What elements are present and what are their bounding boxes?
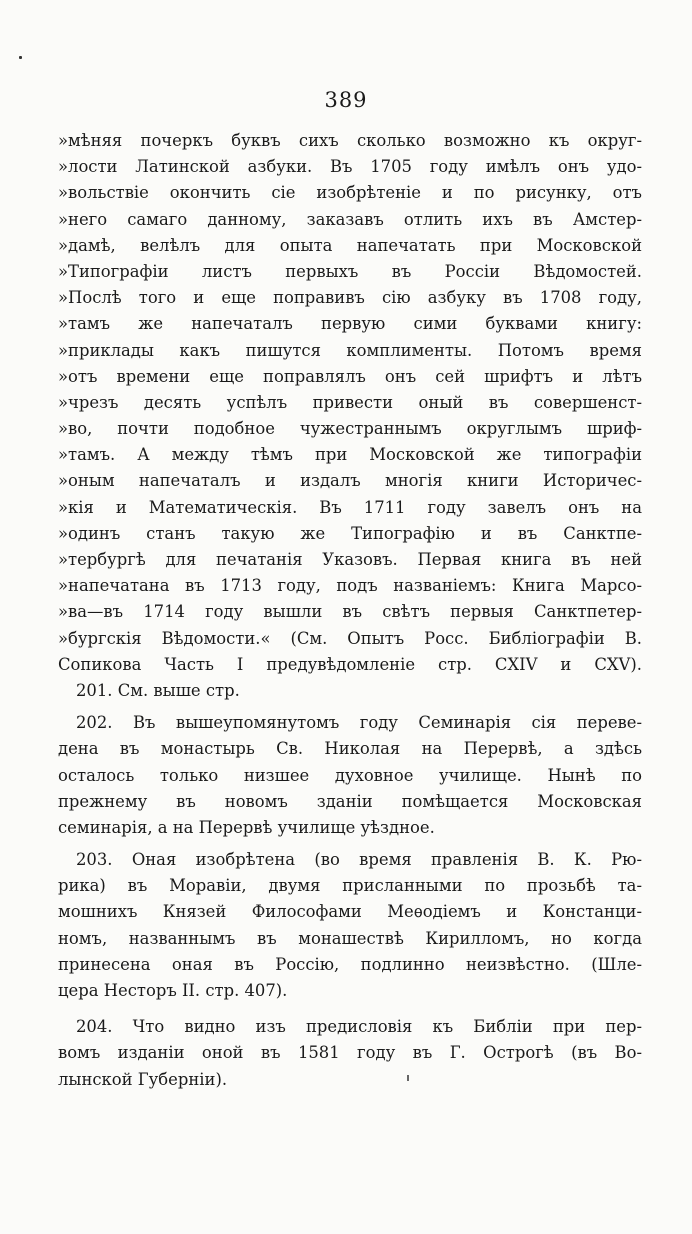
text-line: »кія и Математическія. Въ 1711 году завелъ онъ на xyxy=(58,497,642,517)
text-line: »отъ времени еще поправлялъ онъ сей шрифтъ и лѣтъ xyxy=(58,366,642,386)
text-line: цера Несторъ II. стр. 407). xyxy=(58,981,288,1000)
text-line: лынской Губерніи). xyxy=(58,1069,228,1089)
text-line: »Типографіи листъ первыхъ въ Россіи Вѣдомостей. xyxy=(58,261,642,281)
footnote-204: 204. Что видно изъ предисловія къ Библіи при пер- xyxy=(76,1017,642,1037)
margin-mark xyxy=(19,56,22,59)
footnote-203: 203. Оная изобрѣтена (во время правленія В. К. Рю- xyxy=(76,850,642,870)
footnote-201: 201. См. выше стр. xyxy=(76,680,240,700)
text-line: »одинъ станъ такую же Типографію и въ Санктпе- xyxy=(58,523,642,543)
text-line: »чрезъ десять успѣлъ привести оный въ совершенст- xyxy=(58,392,642,412)
page-text xyxy=(58,128,642,1093)
text-line: »мѣняя почеркъ буквъ сихъ сколько возможно къ округ- xyxy=(58,131,642,150)
text-line: »него самаго данному, заказавъ отлить ихъ въ Амстер- xyxy=(58,209,642,229)
text-line: »ва—въ 1714 году вышли въ свѣтъ первыя Санктпетер- xyxy=(58,602,642,622)
text-line: мошнихъ Князей Философами Меѳодіемъ и Констанци- xyxy=(58,902,642,922)
text-line: »во, почти подобное чужестраннымъ округлымъ шриф- xyxy=(58,419,642,439)
text-line: рика) въ Моравіи, двумя присланными по прозьбѣ та- xyxy=(58,876,642,896)
text-line: Сопикова Часть I предувѣдомленіе стр. CXIV и CXV). xyxy=(58,654,642,674)
text-line: номъ, названнымъ въ монашествѣ Кирилломъ, но когда xyxy=(58,928,642,948)
text-line: принесена оная въ Россію, подлинно неизвѣстно. (Шле- xyxy=(58,954,642,974)
text-line: дена въ монастырь Св. Николая на Перервѣ, а здѣсь xyxy=(58,739,642,759)
text-line: осталось только низшее духовное училище. Нынѣ по xyxy=(58,765,642,785)
text-line: прежнему въ новомъ зданіи помѣщается Московская xyxy=(58,791,642,811)
text-line: »лости Латинской азбуки. Въ 1705 году имѣлъ онъ удо- xyxy=(58,157,642,177)
text-line: »приклады какъ пишутся комплименты. Потомъ время xyxy=(58,340,642,360)
footnote-202: 202. Въ вышеупомянутомъ году Семинарія сія переве- xyxy=(76,713,642,733)
text-line: »вольствіе окончить сіе изобрѣтеніе и по рисунку, отъ xyxy=(58,183,642,203)
text-line: вомъ изданіи оной въ 1581 году въ Г. Острогѣ (въ Во- xyxy=(58,1043,642,1063)
text-line: »дамѣ, велѣлъ для опыта напечатать при Московской xyxy=(58,235,642,255)
text-line: »тамъ. А между тѣмъ при Московской же типографіи xyxy=(58,445,642,465)
text-line: »напечатана въ 1713 году, подъ названіемъ: Книга Марсо- xyxy=(58,576,642,596)
text-line: »тамъ же напечаталъ первую сими буквами книгу: xyxy=(58,314,642,334)
text-line: семинарія, а на Перервѣ училище уѣздное. xyxy=(58,817,435,837)
text-line: »тербургѣ для печатанія Указовъ. Первая книга въ ней xyxy=(58,550,642,569)
page-number: 389 xyxy=(324,88,368,112)
text-line: »бургскія Вѣдомости.« (См. Опытъ Росс. Библіографіи В. xyxy=(58,628,642,648)
text-line: »Послѣ того и еще поправивъ сію азбуку въ 1708 году, xyxy=(58,288,642,308)
text-line: »оным напечаталъ и издалъ многія книги Историчес- xyxy=(58,471,642,491)
